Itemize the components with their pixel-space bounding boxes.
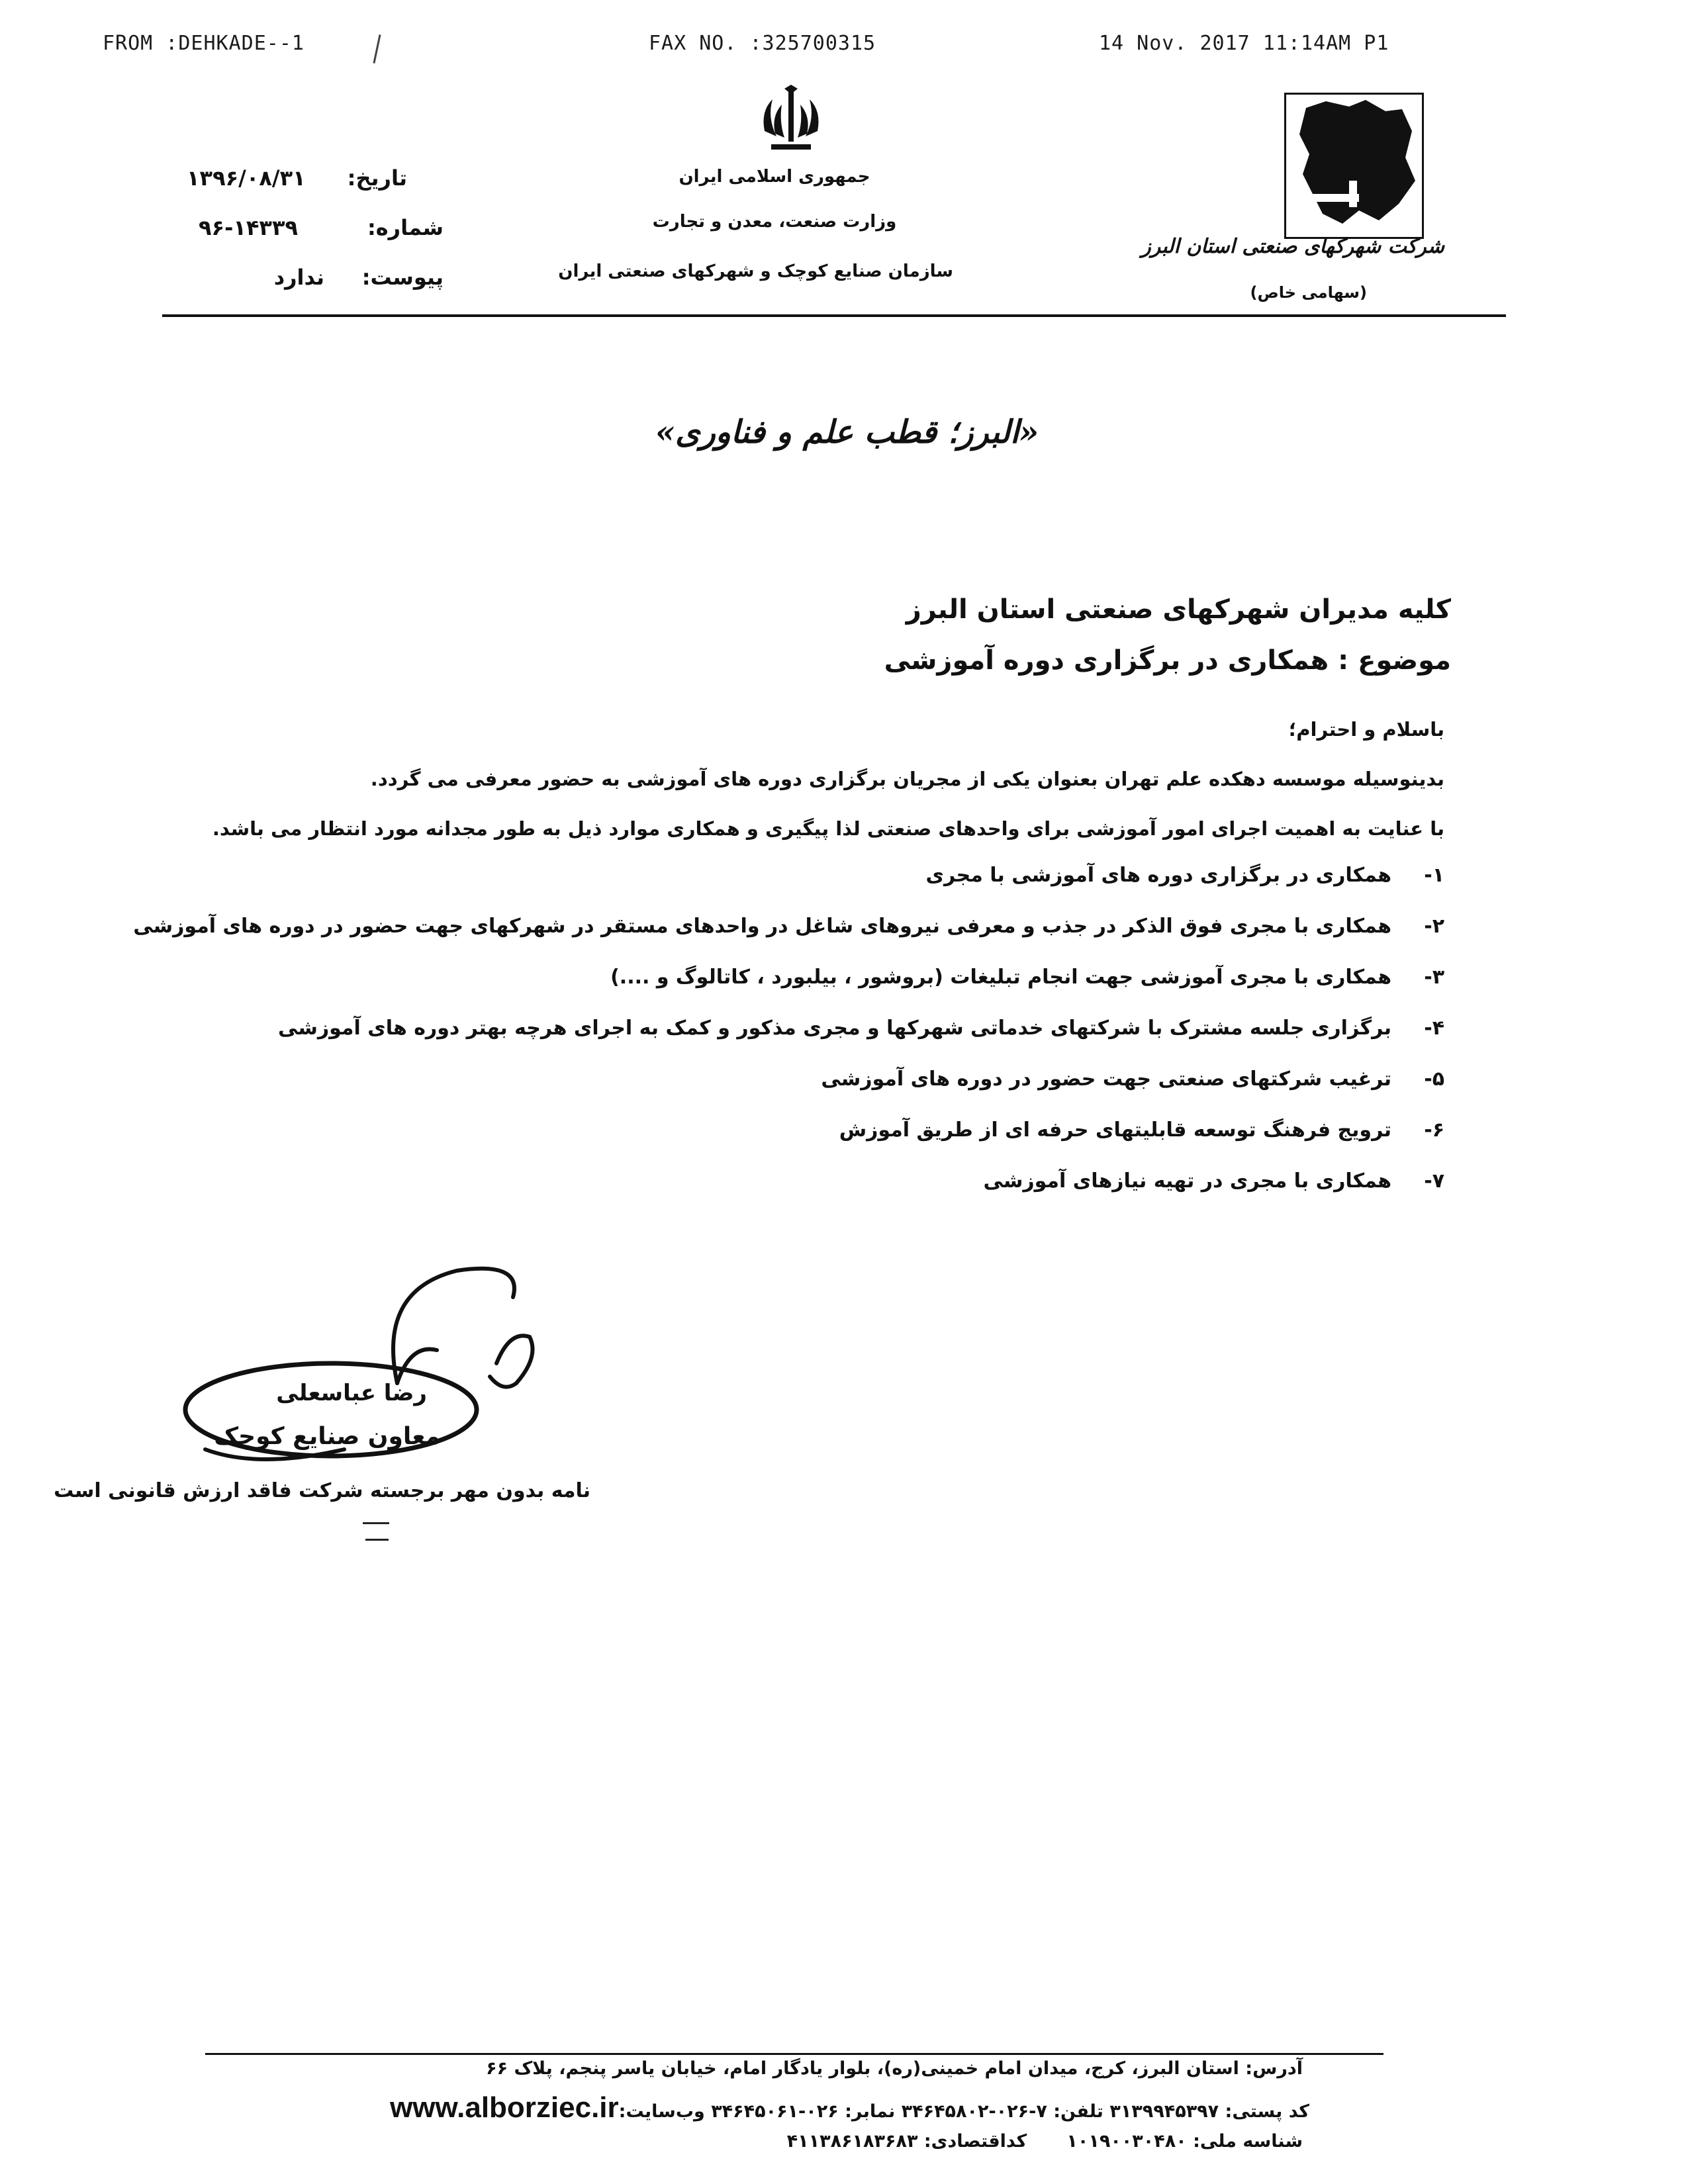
item-number: ۵- (1424, 1068, 1444, 1091)
paragraph-intro: بدینوسیله موسسه دهکده علم تهران بعنوان یکی از مجریان برگزاری دوره های آموزشی به حضور معرفی می گردد. (370, 768, 1444, 790)
slogan: «البرز؛ قطب علم و فناوری» (655, 414, 1039, 451)
fax-from: FROM :DEHKADE--1 (103, 32, 305, 55)
iran-emblem-icon (758, 85, 824, 158)
footer-address: آدرس: استان البرز، کرج، میدان امام خمینی(ره)، بلوار یادگار امام، خیابان یاسر پنجم، پلاک ۶۶ (486, 2058, 1303, 2079)
item-number: ۳- (1424, 966, 1444, 989)
stamp-validity-note: نامه بدون مهر برجسته شرکت فاقد ارزش قانونی است (54, 1479, 590, 1502)
list-item (610, 966, 1444, 989)
iran-map-icon (1286, 95, 1422, 237)
signer-title: معاون صنایع کوچک (214, 1423, 440, 1450)
item-text: همکاری در برگزاری دوره های آموزشی با مجری (925, 864, 1391, 887)
company-name: شرکت شهرکهای صنعتی استان البرز (1141, 235, 1444, 258)
item-text: همکاری با مجری فوق الذکر در جذب و معرفی نیروهای شاغل در واحدهای مستقر در شهرکهای جهت حضور در دوره های آموزشی (133, 915, 1391, 938)
list-item (925, 864, 1444, 887)
number-label: شماره: (367, 215, 444, 240)
fax-datetime: 14 Nov. 2017 11:14AM P1 (1099, 32, 1389, 55)
list-item (983, 1169, 1444, 1193)
header-ministry: وزارت صنعت، معدن و تجارت (652, 212, 897, 232)
number-value: ۹۶-۱۴۳۳۹ (199, 215, 298, 240)
greeting: باسلام و احترام؛ (1288, 718, 1444, 741)
paragraph-importance: با عنایت به اهمیت اجرای امور آموزشی برای واحدهای صنعتی لذا پیگیری و همکاری موارد ذیل به طور مجدانه مورد انتظار می باشد. (212, 817, 1444, 840)
list-item (133, 915, 1444, 938)
meta-date (348, 165, 407, 191)
item-text: برگزاری جلسه مشترک با شرکتهای خدماتی شهرکها و مجری مذکور و کمک به اجرای هرچه بهتر دوره های آموزشی (277, 1017, 1391, 1040)
date-value: ۱۳۹۶/۰۸/۳۱ (187, 165, 306, 191)
signature-tick (365, 1539, 389, 1541)
attachment-value: ندارد (273, 265, 324, 290)
item-text: همکاری با مجری آموزشی جهت انجام تبلیغات (بروشور ، بیلبورد ، کاتالوگ و ....) (610, 966, 1391, 989)
company-type: (سهامی خاص) (1250, 283, 1367, 302)
header-republic: جمهوری اسلامی ایران (679, 167, 870, 187)
footer-contact-row (390, 2091, 1309, 2124)
item-number: ۶- (1424, 1118, 1444, 1142)
footer-divider (205, 2053, 1383, 2055)
subject: موضوع : همکاری در برگزاری دوره آموزشی (884, 645, 1451, 676)
footer-ids-row (787, 2131, 1303, 2152)
item-text: ترغیب شرکتهای صنعتی جهت حضور در دوره های آموزشی (821, 1068, 1391, 1091)
footer-website-link[interactable]: www.alborziec.ir (390, 2091, 619, 2124)
company-logo (1284, 93, 1424, 239)
signature-stamp-drawing (179, 1251, 549, 1489)
item-text: ترویج فرهنگ توسعه قابلیتهای حرفه ای از طریق آموزش (839, 1118, 1391, 1142)
footer-contact: کد پستی: ۳۱۳۹۹۴۵۳۹۷ تلفن: ۷-۰۲۶-۳۴۶۴۵۸۰۲ نمابر: ۰۲۶-۳۴۶۴۵۰۶۱ وب‌سایت: (618, 2101, 1309, 2122)
list-item (278, 1017, 1444, 1040)
list-item (839, 1118, 1444, 1142)
footer-economic-code: کداقتصادی: ۴۱۱۳۸۶۱۸۳۶۸۳ (786, 2131, 1027, 2152)
recipient: کلیه مدیران شهرکهای صنعتی استان البرز (906, 594, 1451, 625)
fax-mark (373, 34, 381, 64)
item-number: ۲- (1424, 915, 1444, 938)
header-divider (162, 314, 1506, 317)
signature-tick (363, 1522, 389, 1524)
list-item (821, 1068, 1444, 1091)
item-number: ۷- (1424, 1169, 1444, 1193)
item-number: ۱- (1424, 864, 1444, 887)
item-number: ۴- (1424, 1017, 1444, 1040)
signer-name: رضا عباسعلی (276, 1380, 427, 1406)
item-text: همکاری با مجری در تهیه نیازهای آموزشی (983, 1169, 1391, 1193)
date-label: تاریخ: (347, 165, 407, 191)
header-organization: سازمان صنایع کوچک و شهرکهای صنعتی ایران (558, 261, 953, 281)
fax-number: FAX NO. :325700315 (649, 32, 876, 55)
footer-national-id: شناسه ملی: ۱۰۱۹۰۰۳۰۴۸۰ (1066, 2131, 1303, 2152)
attachment-label: پیوست: (361, 265, 444, 290)
